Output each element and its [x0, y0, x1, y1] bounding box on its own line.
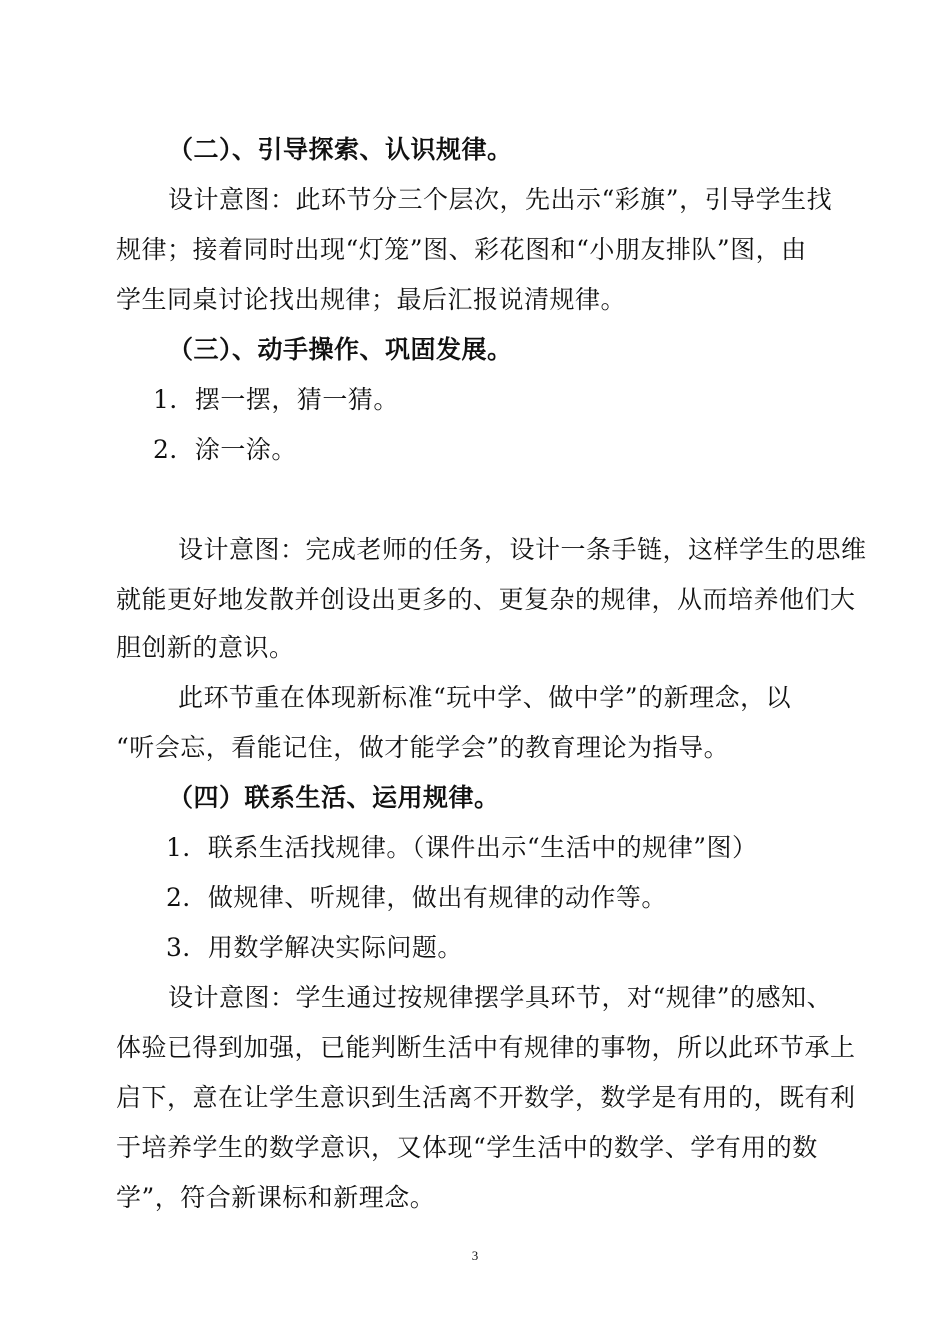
list-item: 1．联系生活找规律。（课件出示“生活中的规律”图）: [166, 833, 758, 862]
section-heading-2: （二）、引导探索、认识规律。: [168, 135, 513, 164]
paragraph-line: 启下，意在让学生意识到生活离不开数学，数学是有用的，既有利: [116, 1083, 856, 1112]
list-item: 2．做规律、听规律，做出有规律的动作等。: [166, 883, 667, 912]
paragraph-line: 就能更好地发散并创设出更多的、更复杂的规律，从而培养他们大: [116, 585, 856, 614]
list-item: 2．涂一涂。: [153, 435, 297, 464]
paragraph-line: 设计意图：此环节分三个层次，先出示“彩旗”，引导学生找: [168, 185, 833, 214]
section-heading-4: （四）联系生活、运用规律。: [168, 783, 500, 812]
paragraph-line: “听会忘，看能记住，做才能学会”的教育理论为指导。: [116, 733, 730, 762]
paragraph-line: 设计意图：完成老师的任务，设计一条手链，这样学生的思维: [178, 535, 867, 564]
paragraph-line: 设计意图：学生通过按规律摆学具环节，对“规律”的感知、: [168, 983, 833, 1012]
paragraph-line: 学生同桌讨论找出规律；最后汇报说清规律。: [116, 285, 627, 314]
list-item: 1．摆一摆，猜一猜。: [153, 385, 399, 414]
paragraph-line: 此环节重在体现新标准“玩中学、做中学”的新理念，以: [178, 683, 792, 712]
paragraph-line: 胆创新的意识。: [116, 633, 295, 662]
paragraph-line: 学”，符合新课标和新理念。: [116, 1183, 436, 1212]
section-heading-3: （三）、动手操作、巩固发展。: [168, 335, 513, 364]
paragraph-line: 于培养学生的数学意识，又体现“学生活中的数学、学有用的数: [116, 1133, 818, 1162]
paragraph-line: 体验已得到加强，已能判断生活中有规律的事物，所以此环节承上: [116, 1033, 856, 1062]
page-number: 3: [471, 1248, 479, 1263]
list-item: 3．用数学解决实际问题。: [166, 933, 463, 962]
paragraph-line: 规律；接着同时出现“灯笼”图、彩花图和“小朋友排队”图，由: [116, 235, 807, 264]
